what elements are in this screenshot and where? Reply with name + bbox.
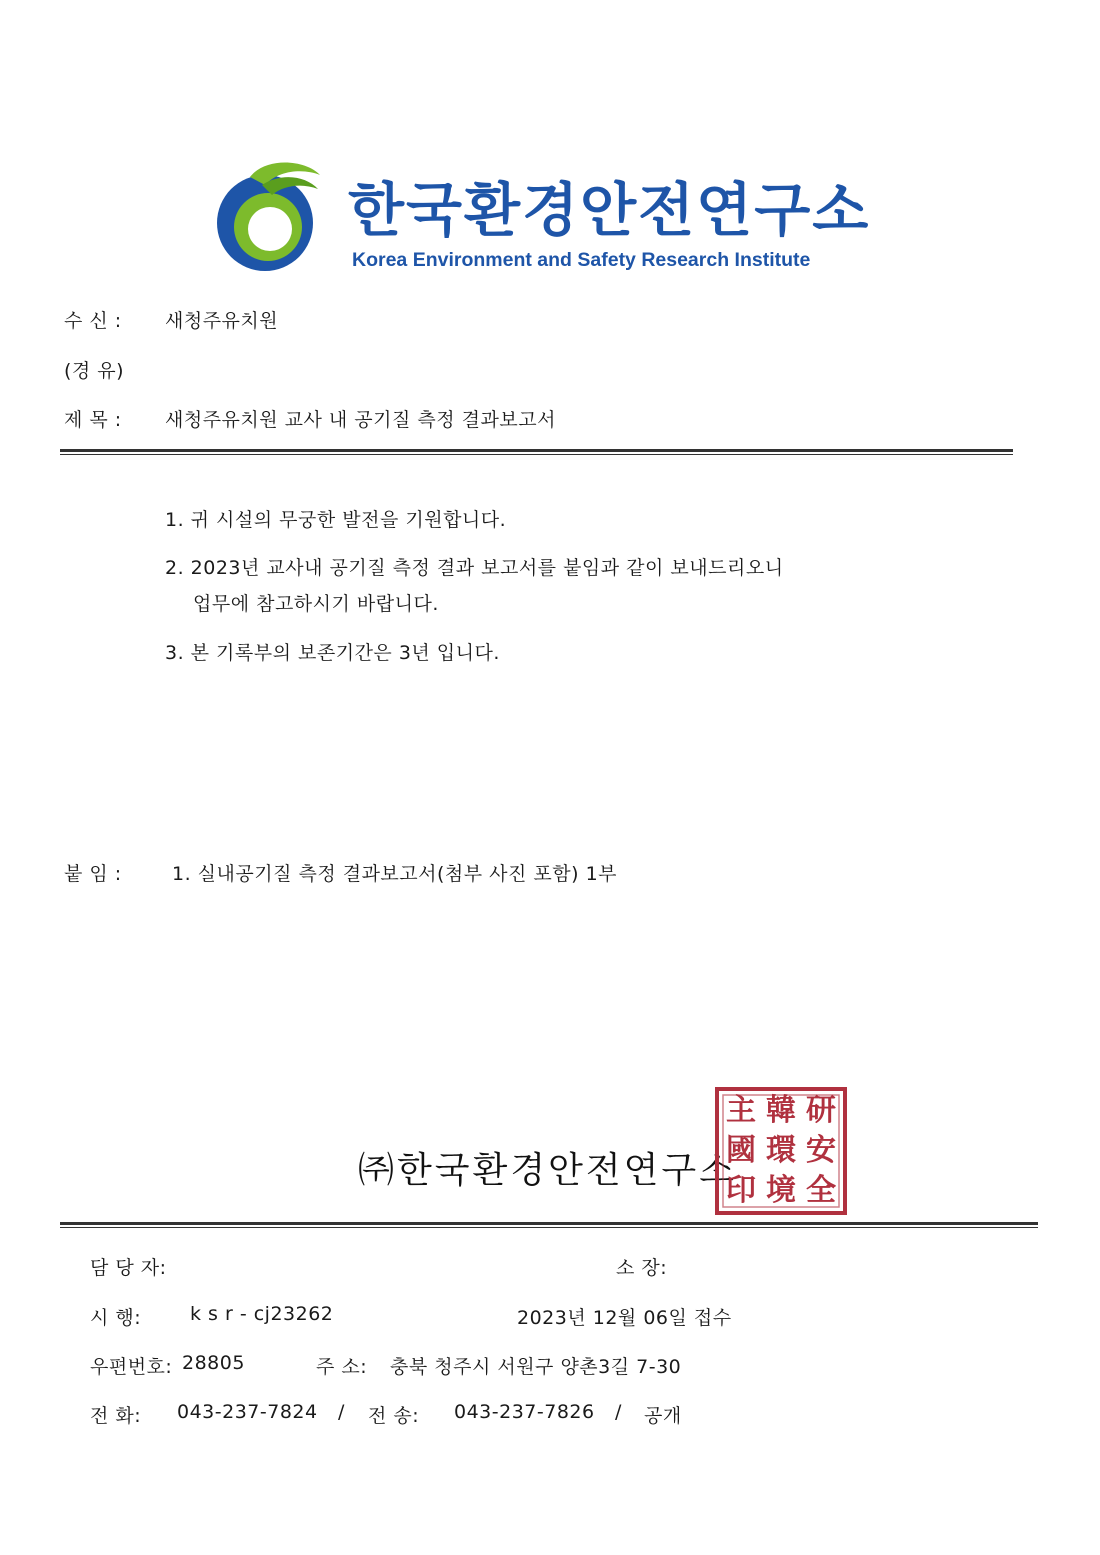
director-label: 소 장: — [616, 1257, 668, 1279]
seal-glyph-1: 主 — [726, 1093, 756, 1128]
phone-number: 043-237-7824 — [177, 1401, 318, 1423]
address-value: 충북 청주시 서원구 양촌3길 7-30 — [390, 1356, 682, 1378]
attachment-value: 1. 실내공기질 측정 결과보고서(첨부 사진 포함) 1부 — [172, 863, 618, 885]
footer-divider — [60, 1222, 1038, 1228]
organization-logo — [210, 155, 880, 280]
logo-emblem-icon — [210, 155, 330, 275]
phone-label: 전 화: — [90, 1405, 142, 1427]
seal-glyph-5: 環 — [766, 1133, 796, 1168]
seal-glyph-4: 國 — [726, 1133, 756, 1168]
seal-text — [715, 1087, 847, 1215]
body-item-2: 2. 2023년 교사내 공기질 측정 결과 보고서를 붙임과 같이 보내드리오니 — [165, 557, 784, 579]
seal-glyph-3: 研 — [806, 1093, 836, 1128]
received-date: 2023년 12월 06일 접수 — [517, 1307, 732, 1329]
disclosure-status: 공개 — [644, 1405, 682, 1427]
issuer-name: ㈜한국환경안전연구소 — [358, 1150, 737, 1191]
fax-label: 전 송: — [368, 1405, 420, 1427]
postal-code: 28805 — [182, 1352, 245, 1374]
subject-value: 새청주유치원 교사 내 공기질 측정 결과보고서 — [165, 409, 556, 431]
seal-glyph-6: 安 — [806, 1133, 836, 1168]
fax-number: 043-237-7826 — [454, 1401, 595, 1423]
body-item-1: 1. 귀 시설의 무궁한 발전을 기원합니다. — [165, 509, 507, 531]
body-item-2-continued: 업무에 참고하시기 바랍니다. — [193, 593, 439, 615]
address-label: 주 소: — [316, 1356, 368, 1378]
contact-separator-1: / — [338, 1401, 345, 1423]
contact-separator-2: / — [615, 1401, 622, 1423]
header-divider — [60, 449, 1013, 455]
officer-label: 담 당 자: — [90, 1257, 167, 1279]
recipient-label: 수 신 : — [64, 310, 122, 332]
via-label: (경 유) — [64, 360, 125, 382]
body-item-3: 3. 본 기록부의 보존기간은 3년 입니다. — [165, 642, 500, 664]
attachment-label: 붙 임 : — [64, 863, 122, 885]
enforce-label: 시 행: — [90, 1307, 142, 1329]
recipient-value: 새청주유치원 — [165, 310, 279, 332]
seal-glyph-9: 全 — [806, 1173, 836, 1208]
seal-glyph-8: 境 — [766, 1173, 796, 1208]
postal-label: 우편번호: — [90, 1356, 173, 1378]
enforce-number: k s r - cj23262 — [190, 1303, 334, 1325]
subject-label: 제 목 : — [64, 409, 122, 431]
seal-glyph-2: 韓 — [766, 1093, 796, 1128]
official-seal — [715, 1087, 847, 1215]
seal-glyph-7: 印 — [726, 1173, 756, 1208]
logo-korean-name: 한국환경안전연구소 — [348, 176, 871, 244]
logo-english-name: Korea Environment and Safety Research Institute — [352, 249, 811, 271]
